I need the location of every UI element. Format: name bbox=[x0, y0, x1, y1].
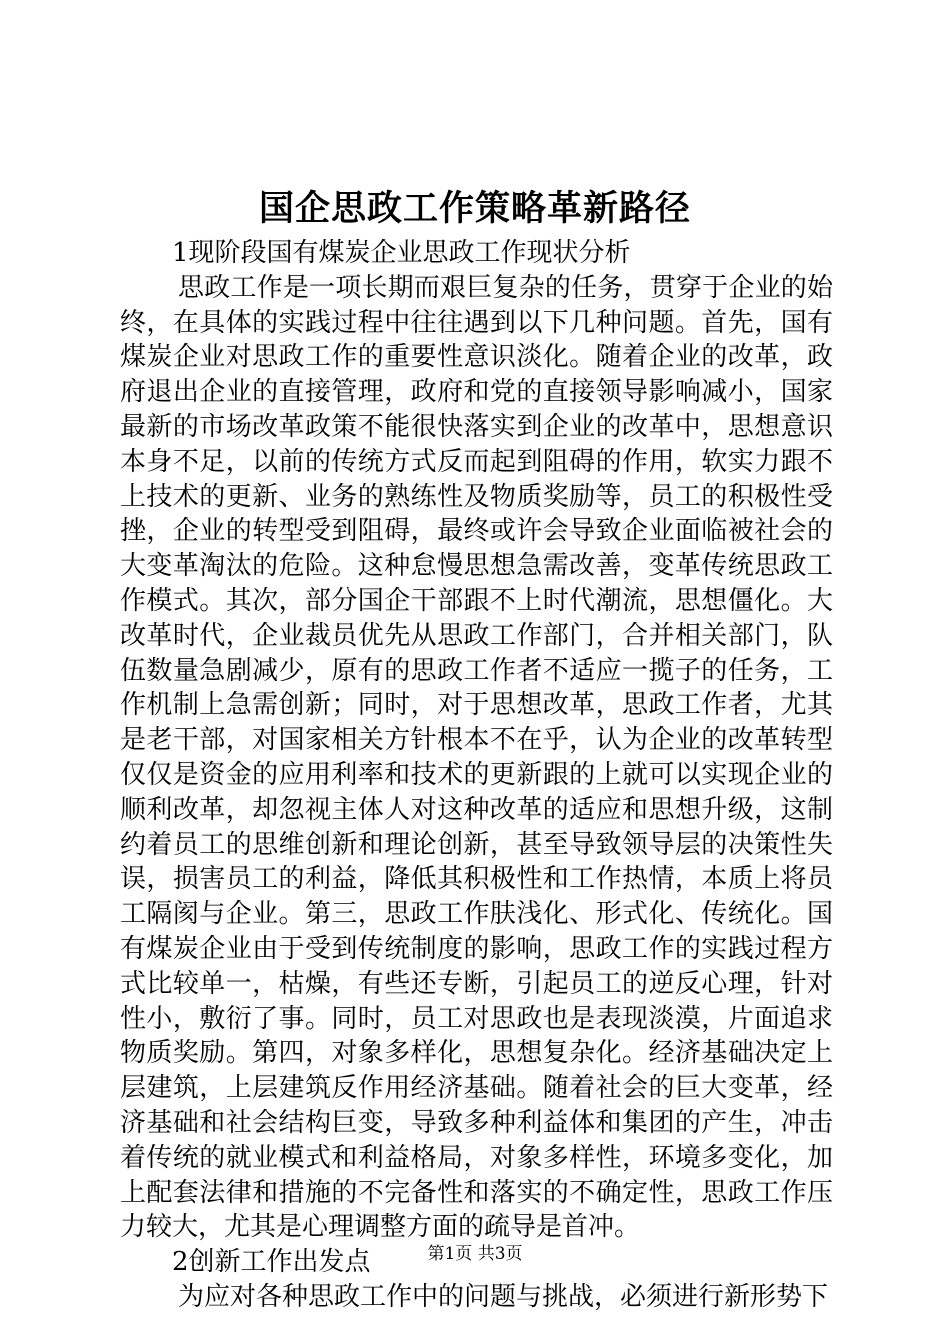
section-heading-1: 1现阶段国有煤炭企业思政工作现状分析 bbox=[172, 238, 631, 268]
section-paragraph-2: 为应对各种思政工作中的问题与挑战，必须进行新形势下 bbox=[178, 1281, 829, 1312]
document-body bbox=[120, 236, 833, 1315]
section-paragraph-1: 思政工作是一项长期而艰巨复杂的任务，贯穿于企业的始终，在具体的实践过程中往往遇到以下几种问题。首先，国有煤炭企业对思政工作的重要性意识淡化。随着企业的改革，政府退出企业的直接管理，政府和党的直接领导影响减小，国家最新的市场改革政策不能很快落实到企业的改革中，思想意识本身不足，以前的传统方式反而起到阻碍的作用，软实力跟不上技术的更新、业务的熟练性及物质奖励等，员工的积极性受挫，企业的转型受到阻碍，最终或许会导致企业面临被社会的大变革淘汰的危险。这种怠慢思想急需改善，变革传统思政工作模式。其次，部分国企干部跟不上时代潮流，思想僵化。大改革时代，企业裁员优先从思政工作部门，合并相关部门，队伍数量急剧减少，原有的思政工作者不适应一揽子的任务，工作机制上急需创新；同时，对于思想改革，思政工作者，尤其是老干部，对国家相关方针根本不在乎，认为企业的改革转型仅仅是资金的应用利率和技术的更新跟的上就可以实现企业的顺利改革，却忽视主体人对这种改革的适应和思想升级，这制约着员工的思维创新和理论创新，甚至导致领导层的决策性失误，损害员工的利益，降低其积极性和工作热情，本质上将员工隔阂与企业。第三，思政工作肤浅化、形式化、传统化。国有煤炭企业由于受到传统制度的影响，思政工作的实践过程方式比较单一，枯燥，有些还专断，引起员工的逆反心理，针对性小，敷衍了事。同时，员工对思政也是表现淡漠，片面追求物质奖励。第四，对象多样化，思想复杂化。经济基础决定上层建筑，上层建筑反作用经济基础。随着社会的巨大变革，经济基础和社会结构巨变，导致多种利益体和集团的产生，冲击着传统的就业模式和利益格局，对象多样性，环境多变化，加上配套法律和措施的不完备性和落实的不确定性，思政工作压力较大，尤其是心理调整方面的疏导是首冲。 bbox=[120, 272, 833, 1243]
document-title: 国企思政工作策略革新路径 bbox=[258, 188, 691, 229]
section-heading-2: 2创新工作出发点 bbox=[172, 1247, 371, 1278]
page-footer: 第1页 共3页 bbox=[427, 1244, 523, 1264]
